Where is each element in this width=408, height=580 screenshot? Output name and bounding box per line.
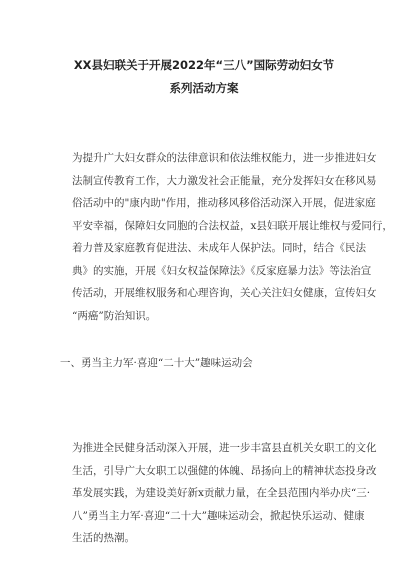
section-paragraph — [72, 437, 377, 550]
paragraph-line: 生活，引导广大女职工以强健的体魄、昂扬向上的精神状态投身改 — [72, 464, 377, 477]
paragraph-line: 俗活动中的"康内助"作用，推动移风移俗活动深入开展，促进家庭 — [72, 197, 376, 209]
paragraph-line: 生活的热潮。 — [72, 532, 135, 544]
paragraph-line: 八”勇当主力军·喜迎“二十大”趣味运动会，掀起快乐运动、健康 — [72, 509, 365, 522]
paragraph-line: 典》的实施，开展《妇女权益保障法》《反家庭暴力法》等法治宣 — [72, 264, 372, 277]
paragraph-line: “两癌”防治知识。 — [72, 309, 157, 322]
paragraph-line: 平安幸福，保障妇女同胞的合法权益，x县妇联开展让维权与爱同行， — [72, 219, 393, 232]
paragraph-line: 革发展实践，为建设美好新x贡献力量，在全县范围内举办庆“三· — [72, 487, 371, 499]
intro-paragraph — [72, 147, 393, 327]
paragraph-line: 法制宣传教育工作，大力激发社会正能量，充分发挥妇女在移风易 — [72, 174, 377, 187]
document-title: XX县妇联关于开展2022年“三八”国际劳动妇女节 — [73, 58, 335, 72]
paragraph-line: 着力普及家庭教育促进法、未成年人保护法。同时，结合《民法 — [72, 242, 366, 254]
section-heading: 一、勇当主力军·喜迎“二十大”趣味运动会 — [60, 357, 253, 369]
paragraph-line: 为提升广大妇女群众的法律意识和依法维权能力，进一步推进妇女 — [72, 152, 377, 164]
paragraph-line: 传活动，开展维权服务和心理咨询，关心关注妇女健康，宣传妇女 — [72, 287, 377, 299]
document-subtitle: 系列活动方案 — [169, 81, 239, 95]
paragraph-line: 为推进全民健身活动深入开展，进一步丰富县直机关女职工的文化 — [72, 442, 377, 454]
